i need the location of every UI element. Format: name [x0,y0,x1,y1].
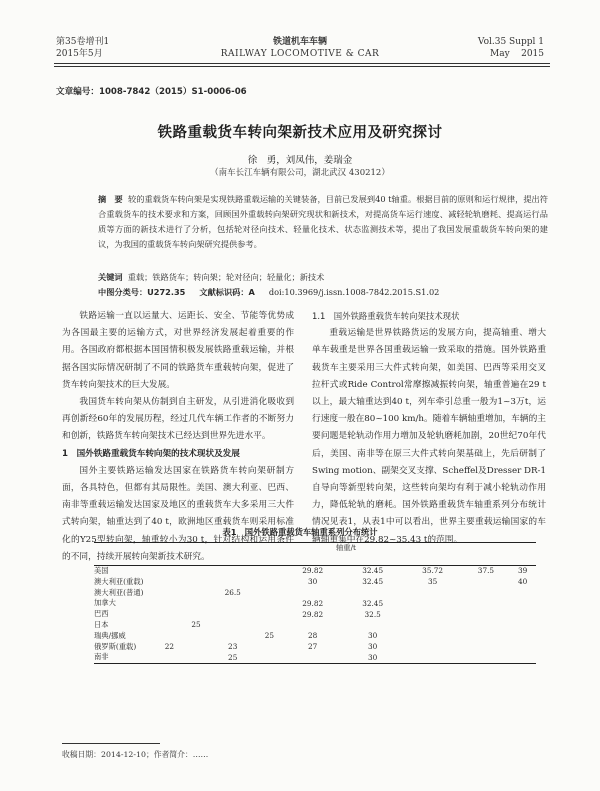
section-1-heading: 1 国外铁路重载货车转向架的技术现状及发展 [62,448,240,459]
table-header-cell [94,543,156,554]
table-cell [403,609,463,620]
article-number: 文章编号：1008-7842（2015）S1-0006-06 [56,87,247,97]
table-caption: 表1 国外铁路重载货车轴重系列分布统计 [222,527,378,537]
intro-paragraph-1: 铁路运输一直以运量大、运距长、安全、节能等优势成为各国最主要的运输方式，对世界经济发展起着重要的作用。各国政府都根据本国国情积极发展铁路重载运输，并根据各国实际情况研制了不同的铁路货车重载转向架，促进了货车转向架技术的巨大发展。 [62,311,294,390]
table-row-label: 澳大利亚(普通) [94,587,144,597]
table-cell [156,565,183,576]
table-row [94,630,536,641]
table-cell: 25 [209,652,256,663]
table-cell: 25 [191,620,201,630]
table-row [94,565,536,576]
table-cell [256,576,283,587]
table-cell [343,620,403,631]
table-cell [156,620,183,631]
table-row [94,598,536,609]
table-cell: 37.5 [477,566,495,576]
table-cell [509,609,536,620]
table-cell [509,652,536,663]
table-cell [463,587,510,598]
table-cell: 30 [368,642,378,652]
table-row [94,652,536,663]
abstract [98,192,548,252]
table-cell: 32.45 [362,598,384,608]
table-cell [343,587,403,598]
intro-paragraph-2: 我国货车转向架从仿制到自主研发，从引进消化吸收到再创新经60年的发展历程，经过几代车辆工作者的不断努力和创新，铁路货车转向架技术已经达到世界先进水平。 [62,397,294,442]
table-cell [156,598,183,609]
clc-number: 中图分类号：U272.35 [98,287,186,297]
table-cell [156,652,183,663]
journal-volume-en: Vol.35 Suppl 1 [477,37,544,47]
table-cell [183,652,210,663]
table-cell [463,609,510,620]
table-cell: 22 [164,642,174,652]
table-cell [463,641,510,652]
table-column-header [183,554,210,565]
table-cell [403,587,463,598]
authors: 徐 勇，刘凤伟，姜瑞金 [247,155,353,166]
table-cell: 35.72 [422,566,444,576]
affiliation: （南车长江车辆有限公司，湖北武汉 430212） [210,168,390,178]
table-cell [256,609,283,620]
table-column-header [156,554,183,565]
table-row-label: 俄罗斯(重载) [94,641,137,651]
table-cell: 27 [308,642,318,652]
table-cell [256,652,283,663]
axle-load-table [94,542,536,664]
table-cell [256,641,283,652]
section-1-paragraph: 国外主要铁路运输发达国家在铁路货车转向架研制方面，各具特色，但都有其局限性。美国、澳大利亚、巴西、南非等重载运输发达国家及地区的重载货车大多采用三大件式转向架，轴重达到了40 t，欧洲地区重载货车则采用标准化的Y25型转向架，轴重较小为30 t，针对结构和运用条件的不同，持续开展转向架新技术研究。 [62,465,294,562]
table-column-header [343,554,403,565]
table-cell [403,652,463,663]
table-row [94,576,536,587]
table-cell [256,587,283,598]
table-cell [509,620,536,631]
table-cell [209,576,256,587]
table-cell [403,620,463,631]
table-cell [509,587,536,598]
table-cell: 32.45 [362,577,384,587]
paper-title: 铁路重载货车转向架新技术应用及研究探讨 [157,124,443,141]
table-cell [156,587,183,598]
keywords [98,272,548,283]
table-cell [463,598,510,609]
footnote-rule [62,743,160,744]
journal-name-cn: 铁道机车车辆 [272,37,327,47]
table-cell: 30 [368,631,378,641]
table-cell: 40 [517,577,528,587]
footnote: 收稿日期：2014-12-10；作者简介：…… [62,750,209,759]
table-cell [183,630,210,641]
table-column-header [403,554,463,565]
header-rule-2 [54,66,550,67]
journal-name-en: RAILWAY LOCOMOTIVE & CAR [220,49,380,59]
table-cell [283,652,343,663]
table-cell: 29.82 [302,566,324,576]
table-cell [256,598,283,609]
table-cell [209,598,256,609]
table-cell [403,630,463,641]
table-row-label: 南非 [94,652,156,663]
table-cell: 26.5 [224,588,241,598]
right-column [312,308,546,549]
table-cell: 30 [308,577,318,587]
table-cell [156,609,183,620]
subsection-1-1-heading: 1.1 国外铁路重载货车转向架技术现状 [312,311,460,321]
table-column-header [463,554,510,565]
table-row [94,620,536,631]
table-column-header [94,554,156,565]
table-cell [156,630,183,641]
table-cell: 35 [427,577,438,587]
abstract-text: 较的重载货车转向架是实现铁路重载运输的关键装备，目前已发展到40 t轴重。根据目前的原则和运行规律，提出符合重载货车的技术要求和方案，回顾国外重载转向架研究现状和新技术，对提高货车运行速度、减轻轮轨磨耗、提高运行品质等方面的新技术进行了分析，包括轮对径向技术、轻量化技术、状态监测技术等，提出了我国发展重载货车转向架的建议，为我国的重载货车转向架研究提供参考。 [98,194,548,249]
table-cell [209,609,256,620]
table-row [94,641,536,652]
table-cell [209,630,256,641]
abstract-label: 摘 要 [98,194,123,204]
table-cell [463,620,510,631]
table-cell: 30 [343,652,403,663]
table-cell [209,620,256,631]
table-cell [183,587,210,598]
table-cell [463,652,510,663]
table-cell: 28 [308,631,318,641]
table-row [94,609,536,620]
table-column-header [256,554,283,565]
table-cell: 32.5 [364,609,381,619]
table-cell: 29.82 [302,609,324,619]
table-row-label: 瑞典/挪威 [94,630,126,640]
classification-line [98,287,548,298]
table-cell [463,630,510,641]
table-cell: 23 [228,642,238,652]
table-row-label: 日本 [94,619,109,629]
table-cell: 29.82 [302,598,324,608]
table-cell [256,620,283,631]
keywords-text: 重载；铁路货车；转向架；轮对径向；轻量化；新技术 [127,272,325,282]
header-rule [54,63,550,64]
table-cell [256,565,283,576]
table-column-header [209,554,256,565]
table-cell [509,598,536,609]
table-cell [183,641,210,652]
table-row-label: 巴西 [94,609,109,619]
table-cell [209,565,256,576]
table-column-header [283,554,343,565]
keywords-label: 关键词 [98,272,123,282]
table-row [94,587,536,598]
table-row-label: 美国 [94,565,109,575]
doi: doi:10.3969/j.issn.1008-7842.2015.S1.02 [268,287,440,297]
subsection-1-1-paragraph: 重载运输是世界铁路货运的发展方向，提高轴重、增大单车载重是世界各国重载运输一致采取的措施。国外铁路重载货车主要采用三大件式转向架，如美国、巴西等采用交叉拉杆式或Ride Control常摩擦减振转向架，轴重普遍在29 t以上，最大轴重达到40 t，列车牵引总重一般为1~3万t，运行速度一般在80~100 km/h。随着车辆轴重增加，车辆的主要问题是轮轨动作用力增加及轮轨磨耗加剧，20世纪70年代后，美国、南非等在原三大件式转向架基础上，先后研制了Swing motion、副架交叉支撑、Scheffel及Dresser DR-1自导向等新型转向架，这些转向架均有利于减小轮轨动作用力，降低轮轨的磨耗。国外铁路重载货车轴重系列分布统计情况见表1，从表1中可以看出，世界主要重载运输国家的车辆轴重集中在29.82~35.43 t的范围。 [312,328,546,545]
table-cell [509,630,536,641]
table-cell [403,641,463,652]
table-cell [183,609,210,620]
table-row-label: 加拿大 [94,598,116,608]
table-cell: 32.45 [362,566,384,576]
table-cell [463,576,510,587]
table-cell [283,587,343,598]
journal-date-en: May 2015 [489,49,544,59]
table-cell [509,641,536,652]
journal-date: 2015年5月 [56,49,103,59]
table-column-header [509,554,536,565]
table-cell [403,598,463,609]
table-cell [156,576,183,587]
table-cell [183,565,210,576]
table-cell [183,576,210,587]
table-cell: 25 [264,631,274,641]
document-code: 文献标识码：A [199,287,255,297]
journal-volume: 第35卷增刊1 [56,37,110,47]
table-cell [183,598,210,609]
table-unit-header: 轴重/t [156,543,536,554]
table-cell [283,620,343,631]
table-cell: 39 [517,566,528,576]
table-row-label: 澳大利亚(重载) [94,576,144,586]
